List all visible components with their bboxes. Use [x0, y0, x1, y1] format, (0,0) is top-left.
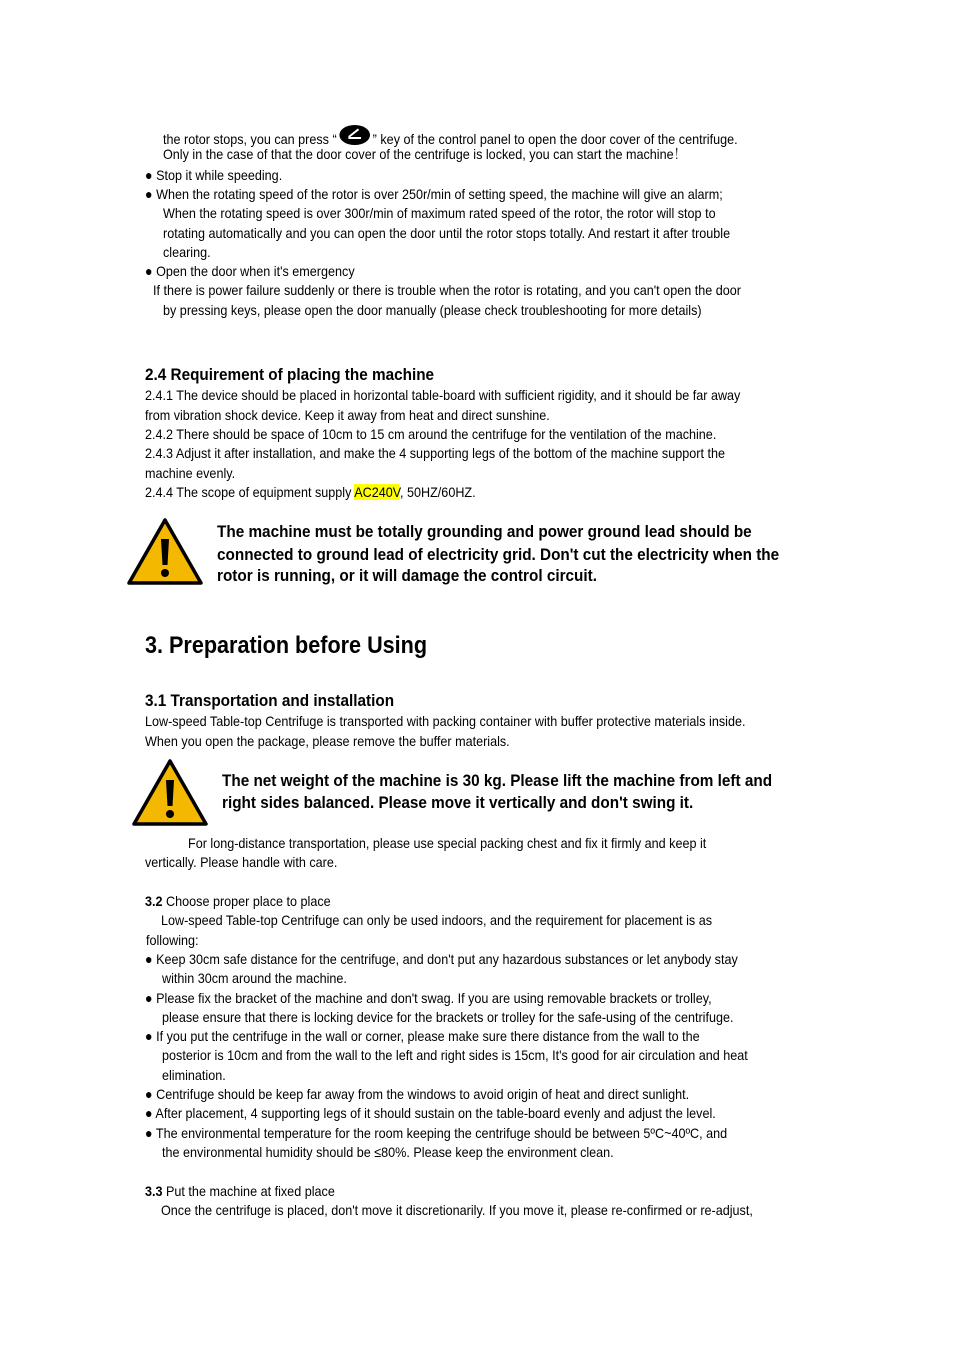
- sec32-bullet-wall-cont: posterior is 10cm and from the wall to the left and right sides is 15cm, It's good for air circulation and heat: [162, 1047, 748, 1063]
- warning-grounding-line-1: The machine must be totally grounding and power ground lead should be: [217, 522, 752, 541]
- sec24-line-5: machine evenly.: [145, 465, 236, 481]
- emergency-line-2: by pressing keys, please open the door manually (please check troubleshooting for more details): [163, 302, 702, 318]
- bullet-overspeed-line-4: clearing.: [163, 244, 211, 260]
- section-3-2-heading: [145, 892, 331, 911]
- intro-line-2: Only in the case of that the door cover of the centrifuge is locked, you can start the machine！: [163, 146, 687, 162]
- warning-weight-line-2: right sides balanced. Please move it vertically and don't swing it.: [222, 793, 694, 812]
- sec24-line-4: 2.4.3 Adjust it after installation, and make the 4 supporting legs of the bottom of the machine support the: [145, 445, 725, 461]
- warning-triangle-icon: [126, 517, 204, 587]
- section-3-1-heading: 3.1 Transportation and installation: [145, 691, 395, 710]
- bullet-overspeed-alarm: ● When the rotating speed of the rotor is over 250r/min of setting speed, the machine will give an alarm;: [145, 186, 723, 202]
- sec32-bullet-bracket-cont: please ensure that there is locking device for the brackets or trolley for the safe-using of the centrifuge.: [162, 1009, 734, 1025]
- sec32-bullet-bracket: ● Please fix the bracket of the machine and don't swag. If you are using removable brackets or trolley,: [145, 990, 712, 1006]
- sec24-supply-line: [145, 483, 476, 502]
- sec32-bullet-distance-cont: within 30cm around the machine.: [162, 970, 347, 986]
- supply-text-post: , 50HZ/60HZ.: [399, 484, 476, 500]
- sec24-line-1: 2.4.1 The device should be placed in horizontal table-board with sufficient rigidity, and it should be far away: [145, 387, 741, 403]
- supply-voltage-highlight: AC240V: [354, 484, 400, 500]
- sec32-bullet-temperature: ● The environmental temperature for the room keeping the centrifuge should be between 5ºC~40ºC, and: [145, 1125, 728, 1141]
- sec32-bullet-legs: ● After placement, 4 supporting legs of it should sustain on the table-board evenly and adjust the level.: [145, 1105, 716, 1121]
- sec32-line-1: Low-speed Table-top Centrifuge can only be used indoors, and the requirement for placement is as: [161, 912, 713, 928]
- warning-weight-line-1: The net weight of the machine is 30 kg. Please lift the machine from left and: [222, 771, 773, 790]
- sec33-line-1: Once the centrifuge is placed, don't move it discretionarily. If you move it, please re-confirmed or re-adjust,: [161, 1202, 753, 1218]
- sec32-bullet-distance: ● Keep 30cm safe distance for the centrifuge, and don't put any hazardous substances or let anybody stay: [145, 951, 738, 967]
- bullet-overspeed-line-2: When the rotating speed is over 300r/min of maximum rated speed of the rotor, the rotor will stop to: [163, 205, 716, 221]
- section-3-title: 3. Preparation before Using: [145, 632, 428, 659]
- section-3-3-title: Put the machine at fixed place: [162, 1183, 335, 1199]
- supply-text-pre: 2.4.4 The scope of equipment supply: [145, 484, 355, 500]
- sec32-bullet-temperature-cont: the environmental humidity should be ≤80%. Please keep the environment clean.: [162, 1144, 614, 1160]
- transport-line-1: For long-distance transportation, please use special packing chest and fix it firmly and keep it: [188, 835, 707, 851]
- warning-triangle-icon: [131, 758, 209, 828]
- sec32-bullet-wall-cont-2: elimination.: [162, 1067, 226, 1083]
- section-2-4-heading: 2.4 Requirement of placing the machine: [145, 365, 435, 384]
- transport-line-2: vertically. Please handle with care.: [145, 854, 338, 870]
- bullet-stop-speeding: ● Stop it while speeding.: [145, 167, 283, 183]
- sec31-line-2: When you open the package, please remove the buffer materials.: [145, 733, 510, 749]
- section-3-3-number: 3.3: [145, 1183, 163, 1199]
- sec32-line-2: following:: [146, 932, 199, 948]
- warning-grounding-line-3: rotor is running, or it will damage the control circuit.: [217, 566, 597, 585]
- sec24-line-3: 2.4.2 There should be space of 10cm to 15 cm around the centrifuge for the ventilation of the machine.: [145, 426, 717, 442]
- sec32-bullet-windows: ● Centrifuge should be keep far away from the windows to avoid origin of heat and direct sunlight.: [145, 1086, 690, 1102]
- warning-grounding-line-2: connected to ground lead of electricity grid. Don't cut the electricity when the: [217, 545, 780, 564]
- intro-text-pre: the rotor stops, you can press “: [163, 131, 337, 147]
- sec32-bullet-wall: ● If you put the centrifuge in the wall or corner, please make sure there distance from the wall to the: [145, 1028, 700, 1044]
- sec31-line-1: Low-speed Table-top Centrifuge is transported with packing container with buffer protective materials inside.: [145, 713, 746, 729]
- section-3-3-heading: [145, 1182, 335, 1201]
- intro-text-post: ” key of the control panel to open the door cover of the centrifuge.: [372, 131, 738, 147]
- bullet-emergency-door: ● Open the door when it's emergency: [145, 263, 355, 279]
- section-3-2-title: Choose proper place to place: [162, 893, 331, 909]
- bullet-overspeed-line-3: rotating automatically and you can open the door until the rotor stops totally. And restart it after trouble: [163, 225, 731, 241]
- door-open-key-icon: [338, 124, 372, 146]
- section-3-2-number: 3.2: [145, 893, 163, 909]
- sec24-line-2: from vibration shock device. Keep it away from heat and direct sunshine.: [145, 407, 550, 423]
- emergency-line-1: If there is power failure suddenly or there is trouble when the rotor is rotating, and you can't open the door: [153, 282, 741, 298]
